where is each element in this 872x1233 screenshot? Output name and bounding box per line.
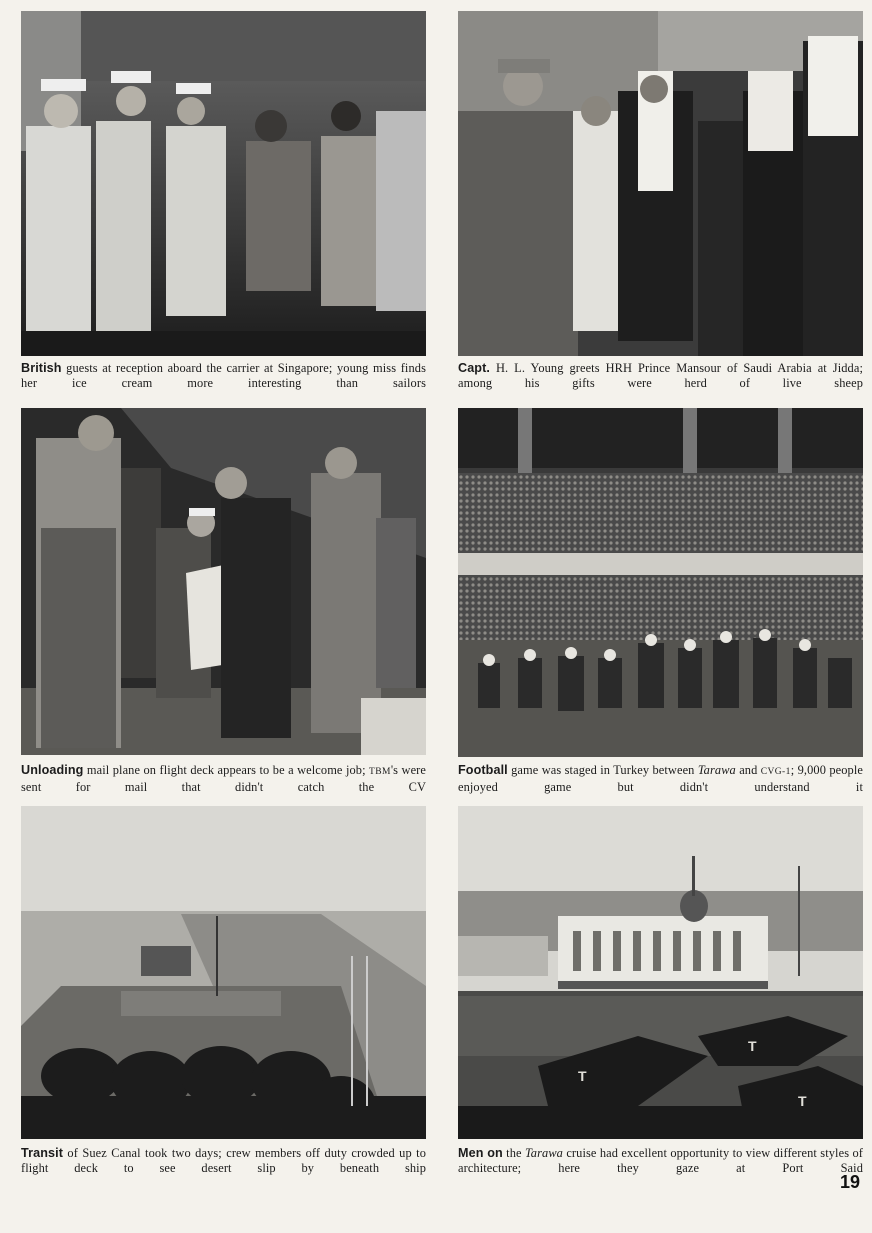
caption-text: cruise had excellent opportunity to view different styles of architecture; here they gaze at Port Said [458, 1146, 863, 1175]
caption-text: guests at reception aboard the carrier at Singapore; young miss finds her ice cream more interesting than sailors [21, 361, 426, 390]
caption-reception [21, 361, 426, 391]
caption-smallcaps: CVG-1 [760, 767, 791, 777]
caption-unloading [21, 763, 426, 795]
caption-text: and [735, 763, 761, 777]
page-number: 19 [839, 1172, 860, 1192]
photo-football-turkey [458, 408, 863, 757]
caption-text: 's were sent for mail that didn't catch the CV [21, 763, 426, 794]
svg-text:T: T [578, 1068, 587, 1084]
caption-text: H. L. Young greets HRH Prince Mansour of Saudi Arabia at Jidda; among his gifts were herd of live sheep [458, 361, 863, 390]
caption-ship-name: Tarawa [524, 1146, 563, 1160]
photo-prince-mansour [458, 11, 863, 356]
caption-text: ; 9,000 people enjoyed game but didn't understand it [458, 763, 863, 794]
caption-smallcaps: TBM [369, 767, 391, 777]
caption-lead: British [21, 361, 62, 375]
photo-reception-singapore [21, 11, 426, 356]
caption-text: mail plane on flight deck appears to be a welcome job; [83, 763, 370, 777]
caption-lead: Capt. [458, 361, 490, 375]
svg-text:T: T [798, 1093, 807, 1109]
caption-lead: Men on [458, 1146, 503, 1160]
caption-text: the [502, 1146, 525, 1160]
caption-port-said [458, 1146, 863, 1176]
caption-lead: Unloading [21, 763, 84, 777]
caption-suez [21, 1146, 426, 1176]
photo-unloading-mail [21, 408, 426, 755]
caption-lead: Transit [21, 1146, 63, 1160]
caption-text: game was staged in Turkey between [507, 763, 698, 777]
caption-lead: Football [458, 763, 508, 777]
caption-football [458, 763, 863, 795]
svg-text:T: T [748, 1038, 757, 1054]
caption-prince [458, 361, 863, 391]
photo-port-said [458, 806, 863, 1139]
caption-text: of Suez Canal took two days; crew members off duty crowded up to flight deck to see desert slip by beneath ship [21, 1146, 426, 1175]
photo-suez-canal [21, 806, 426, 1139]
caption-ship-name: Tarawa [697, 763, 736, 777]
